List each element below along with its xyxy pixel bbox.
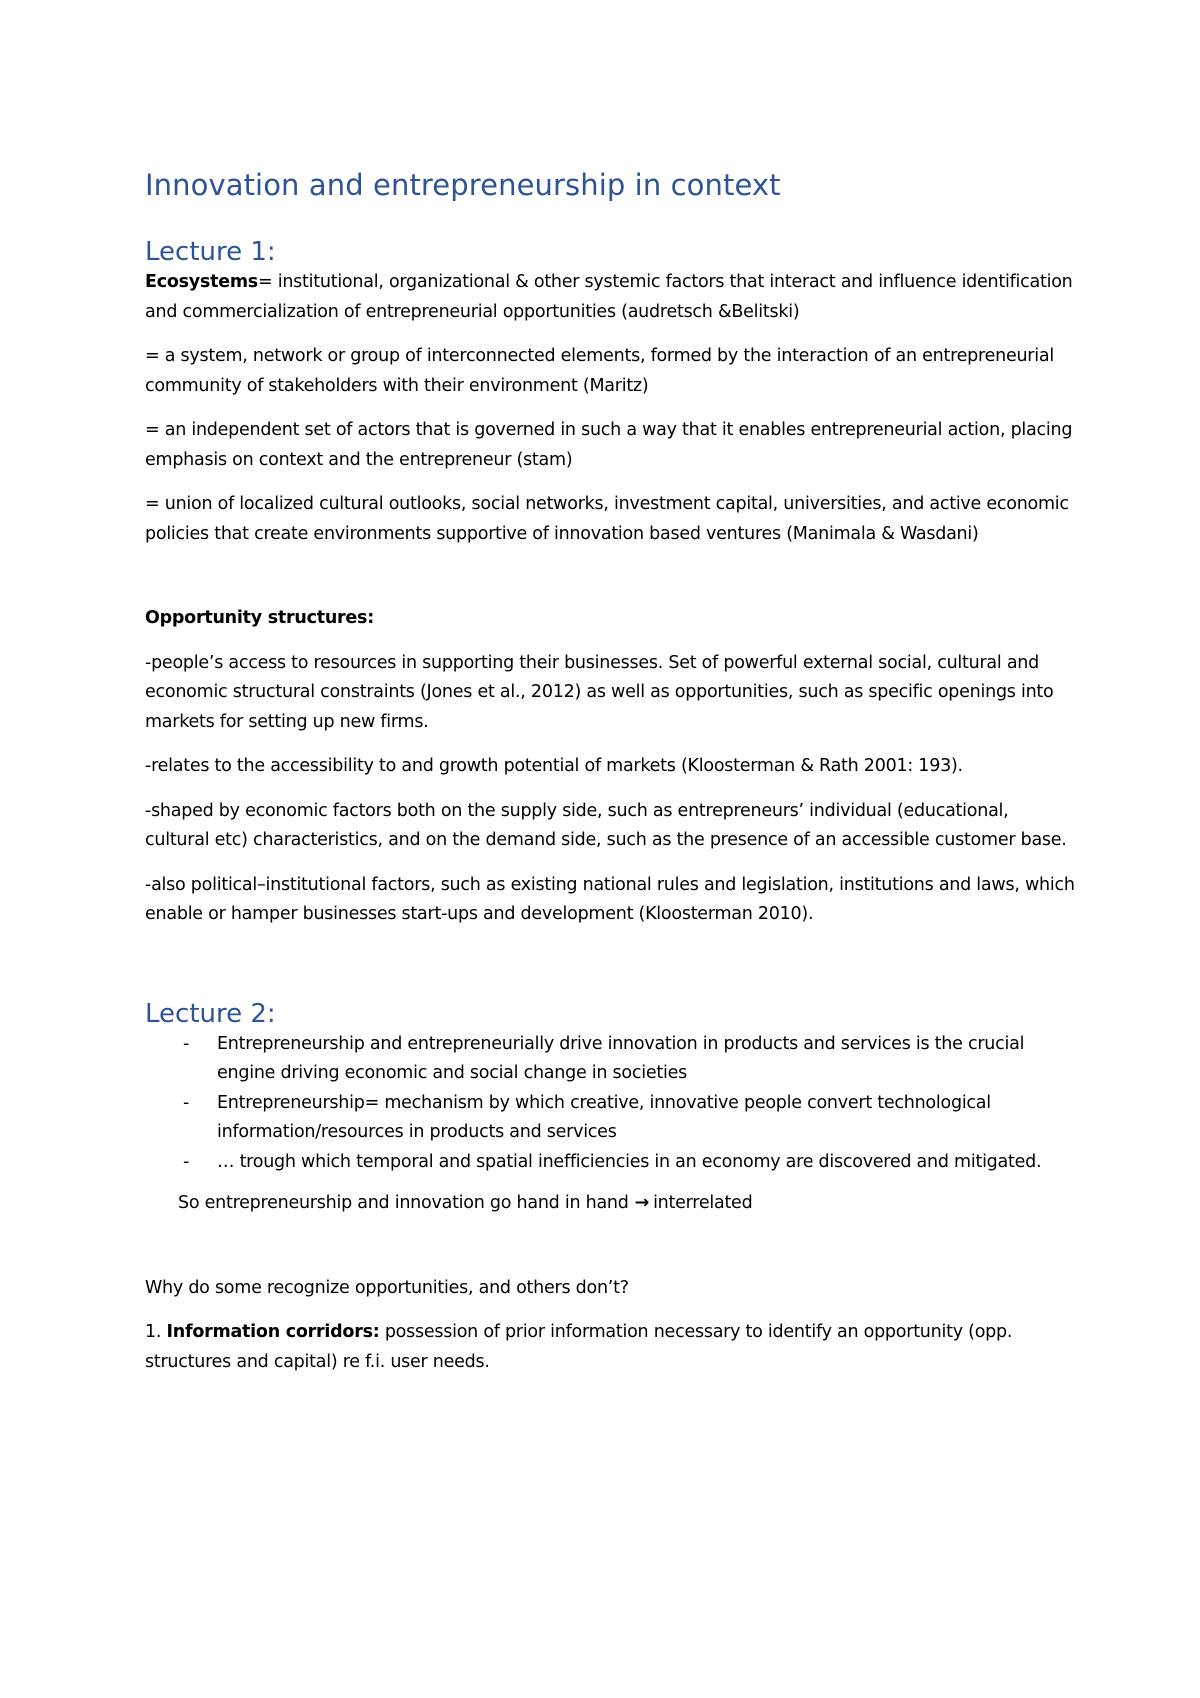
list-item — [145, 1030, 1075, 1089]
list-item-text: Entrepreneurship and entrepreneurially drive innovation in products and services is the crucial engine driving economic and social change in societies — [217, 1033, 1025, 1083]
lecture-1-heading: Lecture 1: — [145, 237, 276, 267]
document-title: Innovation and entrepreneurship in context — [145, 168, 781, 202]
list-item — [145, 1148, 1075, 1178]
summary-text: So entrepreneurship and innovation go hand in hand — [178, 1193, 629, 1213]
dash-bullet: - — [183, 1033, 190, 1054]
lecture-2-heading: Lecture 2: — [145, 998, 276, 1029]
definition-paragraph: = union of localized cultural outlooks, social networks, investment capital, universities, and active economic policies that create environments supportive of innovation based ventures (Manimala & Wasdani) — [145, 494, 1069, 544]
opportunity-point: -also political–institutional factors, such as existing national rules and legislation, institutions and laws, which enable or hamper businesses start-ups and development (Kloosterman 2010). — [145, 874, 1075, 924]
list-item — [145, 1089, 1075, 1148]
ecosystems-definition-text: = institutional, organizational & other systemic factors that interact and influence identification and commercialization of entrepreneurial opportunities (audretsch &Belitski) — [145, 272, 1073, 322]
list-item-text: Entrepreneurship= mechanism by which creative, innovative people convert technological information/resources in products and services — [217, 1092, 991, 1142]
dash-bullet: - — [183, 1092, 190, 1113]
definition-paragraph: = a system, network or group of interconnected elements, formed by the interaction of an entrepreneurial community of stakeholders with their environment (Maritz) — [145, 346, 1054, 396]
right-arrow-icon: → — [634, 1193, 650, 1213]
ecosystems-term: Ecosystems — [145, 272, 258, 292]
opportunity-point: -people’s access to resources in supporting their businesses. Set of powerful external social, cultural and economic structural constraints (Jones et al., 2012) as well as opportunities, such as specific openings into markets for setting up new firms. — [145, 652, 1054, 732]
point-term: Information corridors: — [166, 1322, 380, 1342]
summary-line — [145, 1189, 1075, 1219]
ecosystems-definition — [145, 268, 1075, 327]
opportunity-point: -shaped by economic factors both on the supply side, such as entrepreneurs’ individual (educational, cultural etc) characteristics, and on the demand side, such as the presence of an accessible customer base. — [145, 800, 1067, 850]
list-item-text: … trough which temporal and spatial inefficiencies in an economy are discovered and mitigated. — [217, 1151, 1042, 1172]
document-body — [145, 165, 1075, 1392]
lecture-2-bullet-list — [145, 1030, 1075, 1178]
opportunity-structures-heading: Opportunity structures: — [145, 608, 374, 628]
question-paragraph: Why do some recognize opportunities, and others don’t? — [145, 1277, 629, 1298]
point-number: 1. — [145, 1322, 162, 1342]
dash-bullet: - — [183, 1151, 190, 1172]
numbered-point — [145, 1318, 1075, 1377]
definition-paragraph: = an independent set of actors that is governed in such a way that it enables entrepreneurial action, placing emphasis on context and the entrepreneur (stam) — [145, 420, 1073, 470]
point-text: possession of prior information necessary to identify an opportunity (opp. structures and capital) re f.i. user needs. — [145, 1322, 1013, 1372]
opportunity-point: -relates to the accessibility to and growth potential of markets (Kloosterman & Rath 2001: 193). — [145, 756, 963, 776]
summary-result: interrelated — [653, 1193, 753, 1213]
